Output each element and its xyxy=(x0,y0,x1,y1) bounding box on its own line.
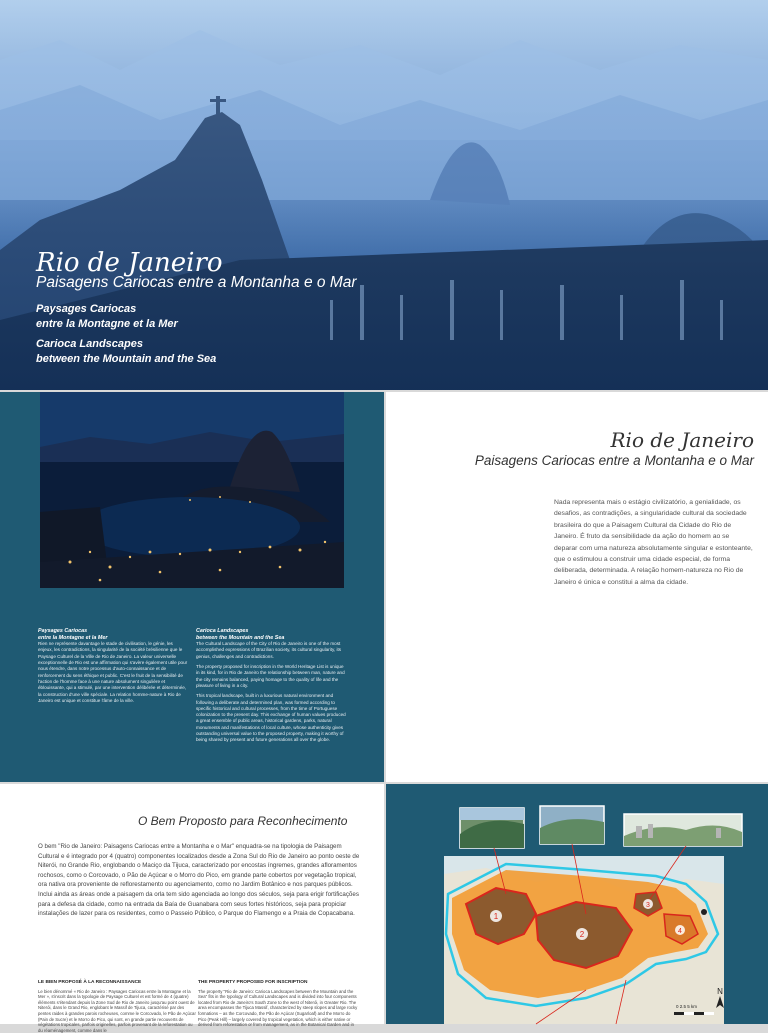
mountain-landscape-illustration xyxy=(0,0,768,390)
english-paragraph-2: The property proposed for inscription in the World Heritage List is unique in its kind, for in Rio de Janeiro the relationship between man, nature and the city remains balanced, paying homage to the quality of life and the pleasure of living in a city. xyxy=(196,664,345,688)
cover-english-line1: Carioca Landscapes xyxy=(36,338,143,350)
cover-photo-panel xyxy=(0,0,768,390)
cover-french-line1: Paysages Cariocas xyxy=(36,303,137,315)
intro-subtitle: Paisagens Cariocas entre a Montanha e o Mar xyxy=(474,453,754,468)
cover-french-line2: entre la Montagne et la Mer xyxy=(36,318,178,330)
cover-english-line2: between the Mountain and the Sea xyxy=(36,353,217,365)
scale-label: 0 2.5 5 km xyxy=(676,1004,698,1009)
french-heading-line1: Paysages Cariocas xyxy=(38,628,88,634)
night-bay-illustration xyxy=(40,392,344,588)
english-heading-line1: Carioca Landscapes xyxy=(196,628,249,634)
french-text-column xyxy=(38,628,188,704)
thumbnail-photo-1 xyxy=(460,808,524,848)
property-description-page xyxy=(0,784,384,1033)
french-property-heading: LE BIEN PROPOSÉ À LA RECONNAISSANCE xyxy=(38,980,142,985)
intro-body: Nada representa mais o estágio civilizatório, a genialidade, os desafios, as contradições, a singularidade cultural da sociedade brasileira do que a Paisagem Cultural da Cidade do Rio de Janeiro. É fruto da sensibilidade da ação do homem ao se deparar com uma natureza absolutamente singular e estonteante, que o estimulou a construir uma cidade especial, de forma deliberada, determinada. A relação homem-natureza no Rio de Janeiro é única e constitui a alma da cidade. xyxy=(554,499,753,586)
property-body: O bem "Rio de Janeiro: Paisagens Cariocas entre a Montanha e o Mar" enquadra-se na tipologia de Paisagem Cultural e é integrado por 4 (quatro) componentes localizados desde a Zona Sul do Rio de Janeiro ao ponto oeste de Niterói, no Grande Rio, englobando o Maciço da Tijuca, caracterizado por encostas íngremes, grandes afloramentos rochosos, como o Corcovado, o Pão de Açúcar e o Morro do Pico, em grande parte cobertos por vegetação tropical, ora nativa ora proveniente de reflorestamento ou agenciamento, como no Jardim Botânico e nos parques públicos. Inclui ainda as áreas onde a paisagem da orla tem sido agenciada ao longo dos séculos, seja para erigir fortificações para a defesa da cidade, como na entrada da Baía de Guanabara com seus fortes históricos, seja para propiciar instalações de lazer para os residentes, como o Passeio Público, o Parque do Flamengo e a Praia de Copacabana. xyxy=(38,843,360,918)
english-property-heading: THE PROPERTY PROPOSED FOR INSCRIPTION xyxy=(198,980,308,985)
map-area xyxy=(444,844,724,1024)
night-city-photo xyxy=(40,392,344,588)
map-page xyxy=(386,784,768,1024)
map-label-3: 3 xyxy=(646,902,650,909)
thumbnail-photo-3 xyxy=(624,814,742,846)
french-property-text: Le bien dénommé « Rio de Janeiro : Paysages Cariocas entre la Montagne et la Mer », s'inscrit dans la typologie de Paysage Culturel et est formé de 4 (quatre) éléments s'étendant depuis la Zone Sud de Rio de Janeiro jusqu'au point ouest de Niterói, dans le Grand Rio, englobant le Massif de Tijuca, caractérisé par des pentes raides à grandes parois rocheuses, comme le Corcovado, le Pão de Açúcar (Pain de Sucre) et le Morro do Pico, qui sont, en grande partie recouverts de végétations tropicales, parfois originelles, parfois provenant de la reforestation ou du réaménagement, comme dans le xyxy=(38,988,196,1033)
property-title: O Bem Proposto para Reconhecimento xyxy=(138,814,348,828)
property-map xyxy=(386,784,768,1024)
french-heading-line2: entre la Montagne et la Mer xyxy=(38,634,108,641)
english-heading-line2: between the Mountain and the Sea xyxy=(196,634,285,641)
north-label: N xyxy=(717,987,723,996)
english-paragraph-1: The Cultural Landscape of the City of Rio de Janeiro is one of the most accomplished expressions of Brazilian society, its cultural singularity, its genius, challenges and contradictions. xyxy=(196,641,342,659)
map-marker xyxy=(701,909,707,915)
french-property-column xyxy=(38,980,198,1033)
teal-page xyxy=(0,392,384,782)
french-paragraph: Rien ne représente davantage le stade de civilisation, le génie, les enjeux, les contradictions, la singularité de la société brésilienne que le Paysage Culturel de la Ville de Rio de Janeiro. La valeur universelle exceptionnelle de Rio est une affirmation qui s'avère également utile pour nous étendre, dans notre processus d'auto-connaissance et de renforcement du sens éthique et public. C'est le fruit de la sensibilité de l'action de l'homme face à une nature absolument singulière et éblouissante, qui a stimulé, par une intervention délibérée et déterminée, la construction d'une ville spéciale. La relation homme-nature à Rio de Janeiro est unique et constitue l'âme de la ville. xyxy=(38,641,188,703)
intro-title: Rio de Janeiro xyxy=(610,428,754,452)
english-text-column xyxy=(196,628,346,744)
map-label-2: 2 xyxy=(579,930,585,939)
cover-subtitle: Paisagens Cariocas entre a Montanha e o Mar xyxy=(36,274,357,291)
thumbnail-photo-2 xyxy=(540,806,604,844)
english-property-column xyxy=(198,980,358,1028)
white-intro-page xyxy=(386,392,768,782)
english-property-text: The property "Rio de Janeiro: Carioca Landscapes between the Mountain and the Sea" fits in the typology of Cultural Landscapes and is divided into four components located from Rio de Janeiro's South Zone to the west of Niterói, in Greater Rio. The area encompasses the Tijuca Massif, characterized by steep slopes and large rocky formations – as the Corcovado, the Pão de Açúcar (Sugarloaf) and the Morro do Pico (Peak Hill) – largely covered by tropical vegetation, which is either native or derived from reforestation or from management, as in the Botanical Garden and in xyxy=(198,988,358,1028)
english-paragraph-3: This tropical landscape, built in a luxurious natural environment and following a deliberate and determined plan, was formed according to specific historical and cultural processes, from the time of Portuguese colonization to the present day. This exchange of human values produced a great ensemble of public areas, historical gardens, parks, natural monuments and manifestations of local culture, whose authenticity gives outstanding universal value to the proposed property, making it worthy of being shared by present and future generations all over the globe. xyxy=(196,693,346,743)
map-label-1: 1 xyxy=(493,912,499,921)
map-label-4: 4 xyxy=(678,928,682,935)
cover-title: Rio de Janeiro xyxy=(36,248,223,278)
